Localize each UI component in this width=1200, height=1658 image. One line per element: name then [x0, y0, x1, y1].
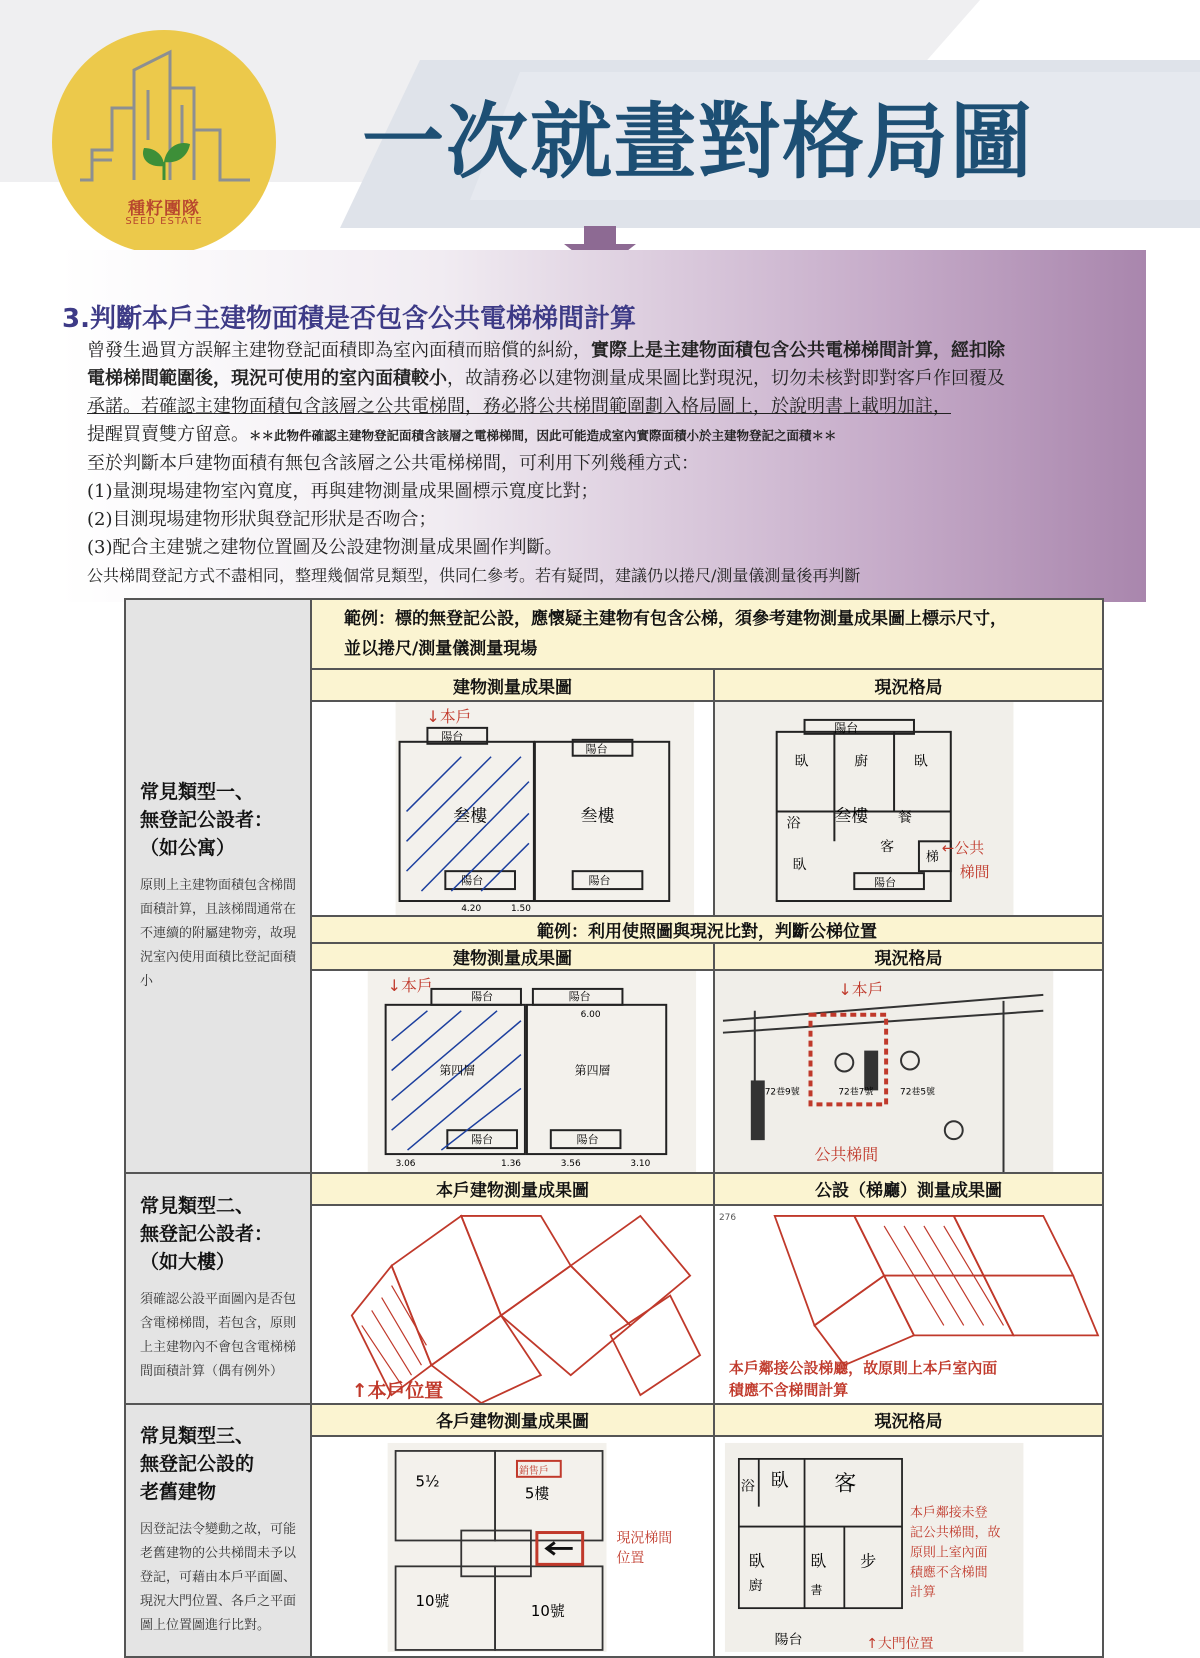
room-label: 廚 — [748, 1578, 763, 1595]
type1-col-left2: 建物測量成果圖 — [311, 943, 714, 970]
logo-name: 種籽團隊 — [128, 199, 200, 219]
dimension-label: 6.00 — [580, 1009, 601, 1020]
type1-title-line: （如公寓） — [140, 836, 236, 859]
balcony-label: 陽台 — [834, 720, 859, 735]
type3-title-line: 無登記公設的 — [140, 1453, 255, 1476]
public-stair-note: 公共梯間 — [814, 1144, 879, 1164]
room-label: 臥 — [794, 753, 809, 770]
room-label: 陽台 — [774, 1631, 803, 1648]
room-label: 客 — [834, 1471, 857, 1497]
balcony-label: 陽台 — [588, 874, 611, 888]
adjacency-note: 積應不含梯間計算 — [728, 1380, 849, 1399]
type1-example1-header: 範例：標的無登記公設，應懷疑主建物有包含公梯，須參考建物測量成果圖上標示尺寸， 並以捲尺/測量儀測量現場 — [311, 599, 1103, 669]
type1-permit-plan-image — [311, 970, 714, 1173]
type1-description: 原則上主建物面積包含梯間面積計算，且該梯間通常在不連續的附屬建物旁，故現況室內使用面積比登記面積小 — [140, 877, 297, 989]
dimension-label: 3.56 — [560, 1158, 581, 1169]
unit-number: 72巷7號 — [838, 1087, 874, 1098]
public-stair-note: ←公共 — [941, 839, 985, 858]
type2-col-left: 本戶建物測量成果圖 — [311, 1173, 714, 1205]
room-label: 客 — [880, 839, 895, 856]
type1-title-line: 無登記公設者： — [140, 808, 274, 831]
type1-example2-header: 範例：利用使照圖與現況比對，判斷公梯位置 — [311, 916, 1103, 943]
dimension-label: 1.36 — [501, 1158, 521, 1169]
unit-number: 10號 — [530, 1602, 565, 1621]
list-item: (1)量測現場建物室內寬度，再與建物測量成果圖標示寬度比對； — [87, 481, 599, 502]
stair-position-note: 現況梯間 — [616, 1530, 673, 1547]
paragraph-line: 至於判斷本戶建物面積有無包含該層之公共電梯梯間，可利用下列幾種方式： — [87, 453, 699, 474]
balcony-label: 陽台 — [576, 1133, 599, 1147]
adjacency-note: 本戶鄰接公設梯廳，故原則上本戶室內面 — [728, 1359, 998, 1378]
type2-col-right: 公設（梯廳）測量成果圖 — [714, 1173, 1103, 1205]
dimension-label: 3.10 — [630, 1158, 651, 1169]
type2-unit-survey-image — [311, 1205, 714, 1404]
room-label: 浴 — [740, 1478, 755, 1495]
type3-title-line: 常見類型三、 — [140, 1425, 255, 1448]
paragraph-line: 曾發生過買方誤解主建物登記面積即為室內面積而賠償的糾紛，實際上是主建物面積包含公共電梯梯間計算，經扣除 — [87, 340, 1005, 361]
floor-label: 叁樓 — [580, 805, 615, 826]
unit-number: 5½ — [415, 1472, 440, 1491]
comparison-table — [124, 598, 1104, 1658]
room-label: 浴 — [786, 815, 801, 832]
room-label: 臥 — [770, 1470, 789, 1492]
room-label: 臥 — [748, 1551, 765, 1571]
unregistered-stair-note: 本戶鄰接未登 — [909, 1505, 988, 1521]
unregistered-stair-note: 記公共梯間，故 — [909, 1525, 1001, 1541]
unit-marker: ↓本戶 — [838, 979, 884, 999]
type2-label-cell — [125, 1173, 311, 1404]
type3-units-survey-image — [311, 1436, 714, 1657]
floor-label: 第四層 — [439, 1063, 476, 1078]
room-label: 臥 — [792, 857, 807, 874]
floor-label: 叁樓 — [453, 805, 488, 826]
type3-col-right: 現況格局 — [714, 1404, 1103, 1436]
type3-title-line: 老舊建物 — [140, 1481, 217, 1504]
list-item: (3)配合主建號之建物位置圖及公設建物測量成果圖作判斷。 — [87, 537, 563, 558]
list-item: (2)目測現場建物形狀與登記形狀是否吻合； — [87, 509, 437, 530]
room-label: 步 — [860, 1551, 877, 1571]
paragraph-line: 公共梯間登記方式不盡相同，整理幾個常見類型，供同仁參考。若有疑問，建議仍以捲尺/測量儀測量後再判斷 — [87, 566, 861, 585]
paragraph-line: 電梯梯間範圍後，現況可使用的室內面積較小，故請務必以建物測量成果圖比對現況，切勿未核對即對客戶作回覆及 — [87, 368, 1005, 389]
unit-marker: ↓本戶 — [426, 706, 472, 726]
dimension-label: 4.20 — [461, 903, 482, 914]
dimension-label: 3.06 — [395, 1158, 416, 1169]
door-position-label: ↑大門位置 — [866, 1635, 934, 1652]
warning-note: ＊＊此物件確認主建物登記面積含該層之電梯梯間，因此可能造成室內實際面積小於主建物登記之面積＊＊ — [249, 428, 837, 443]
type2-title-line: 常見類型二、 — [140, 1195, 255, 1218]
paragraph-line: 提醒買賣雙方留意。＊＊此物件確認主建物登記面積含該層之電梯梯間，因此可能造成室內實際面積小於主建物登記之面積＊＊ — [87, 424, 837, 445]
room-label: 廚 — [854, 753, 869, 770]
unit-number: 5樓 — [524, 1484, 550, 1503]
type1-current-layout-image — [714, 701, 1103, 916]
sale-unit-tag: 銷售戶 — [518, 1465, 549, 1477]
balcony-label: 陽台 — [874, 876, 897, 890]
floor-label: 第四層 — [574, 1063, 611, 1078]
logo-subtitle: SEED ESTATE — [125, 216, 203, 227]
type1-label-cell — [125, 599, 311, 1173]
type2-description: 須確認公設平面圖內是否包含電梯梯間，若包含，原則上主建物內不會包含電梯梯間面積計算（偶有例外） — [140, 1292, 297, 1380]
floor-label: 叁樓 — [834, 805, 869, 826]
balcony-label: 陽台 — [441, 729, 464, 743]
unit-number: 10號 — [415, 1592, 450, 1611]
unregistered-stair-note: 積應不含梯間 — [909, 1565, 988, 1581]
balcony-label: 陽台 — [461, 874, 484, 888]
page-title: 一次就畫對格局圖 — [362, 95, 1035, 190]
dimension-label: 1.50 — [511, 903, 531, 914]
balcony-label: 陽台 — [471, 1133, 494, 1147]
paragraph-line: 承諾。若確認主建物面積包含該層之公共電梯間，務必將公共梯間範圍劃入格局圖上，於說明書上載明加註， — [87, 396, 951, 417]
room-label: 書 — [810, 1583, 823, 1598]
type1-col-right: 現況格局 — [714, 669, 1103, 701]
balcony-label: 陽台 — [585, 742, 608, 756]
stair-label: 梯 — [925, 850, 939, 866]
page-number: 276 — [718, 1212, 737, 1223]
balcony-label: 陽台 — [568, 989, 591, 1003]
sprout-icon — [143, 143, 190, 180]
unit-number: 72巷9號 — [764, 1087, 800, 1098]
unit-position-label: ↑本戶位置 — [351, 1379, 444, 1402]
room-label: 臥 — [810, 1551, 827, 1571]
type1-survey-plan-image — [311, 701, 714, 916]
type2-title-line: 無登記公設者： — [140, 1223, 274, 1246]
type1-title-line: 常見類型一、 — [140, 780, 255, 803]
type2-lobby-survey-image — [714, 1205, 1103, 1404]
type1-col-right2: 現況格局 — [714, 943, 1103, 970]
room-label: 臥 — [913, 753, 928, 770]
unregistered-stair-note: 原則上室內面 — [909, 1545, 988, 1561]
section-title: 3.判斷本戶主建物面積是否包含公共電梯梯間計算 — [62, 304, 636, 334]
section-body — [87, 337, 1137, 590]
unit-number: 72巷5號 — [900, 1087, 935, 1098]
unregistered-stair-note: 計算 — [909, 1585, 936, 1601]
public-stair-note: 梯間 — [959, 863, 990, 882]
type1-site-photo-image — [714, 970, 1103, 1173]
room-label: 餐 — [898, 809, 912, 826]
type3-description: 因登記法令變動之故，可能老舊建物的公共梯間未予以登記，可藉由本戶平面圖、現況大門位置、各戶之平面圖上位置圖進行比對。 — [140, 1522, 297, 1634]
type3-label-cell — [125, 1404, 311, 1657]
type3-current-layout-image — [714, 1436, 1103, 1657]
type3-col-left: 各戶建物測量成果圖 — [311, 1404, 714, 1436]
stair-position-note: 位置 — [616, 1550, 645, 1567]
balcony-label: 陽台 — [471, 989, 494, 1003]
unit-marker: ↓本戶 — [387, 975, 433, 995]
type1-col-left: 建物測量成果圖 — [311, 669, 714, 701]
type2-title-line: （如大樓） — [140, 1251, 236, 1274]
